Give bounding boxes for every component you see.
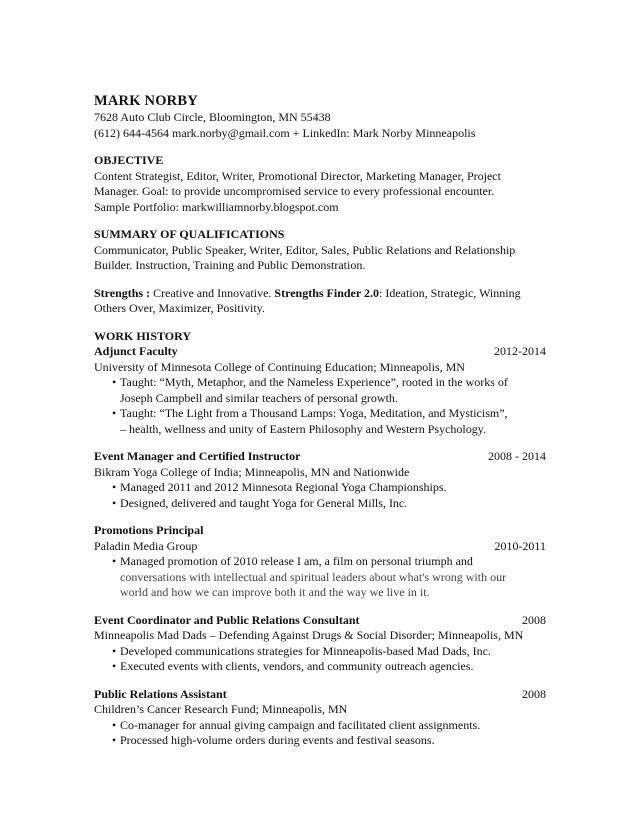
summary-line: Builder. Instruction, Training and Public Demonstration. [94,258,366,272]
objective-line: Content Strategist, Editor, Writer, Promotional Director, Marketing Manager, Project [94,168,501,183]
job-entry [94,523,546,601]
job-bullet [94,406,546,437]
job-bullet [94,718,546,734]
address-line: 7628 Auto Club Circle, Bloomington, MN 55438 [94,110,331,124]
job-bullet [94,375,546,406]
job-organization: Minneapolis Mad Dads – Defending Against Drugs & Social Disorder; Minneapolis, MN [94,628,524,642]
bullet-text: Taught: “Myth, Metaphor, and the Nameless Experience”, rooted in the works of [120,375,508,389]
strengths-label: Strengths : [94,285,151,300]
job-organization: Paladin Media Group [94,538,198,553]
job-dates: 2012-2014 [494,344,546,358]
bullet-icon: • [112,406,117,420]
bullet-text: Managed 2011 and 2012 Minnesota Regional Yoga Championships. [120,480,447,494]
job-bullet [94,733,546,749]
bullet-text: Executed events with clients, vendors, and community outreach agencies. [120,659,474,673]
bullet-icon: • [112,495,117,510]
objective-heading: OBJECTIVE [94,153,164,167]
bullet-icon: • [112,554,117,568]
job-bullet [94,644,546,660]
job-entry [94,687,546,749]
job-dates: 2010-2011 [494,538,546,553]
job-dates: 2008 [522,612,546,627]
job-bullet [94,554,546,601]
job-entry [94,344,546,437]
job-title: Promotions Principal [94,523,204,537]
bullet-icon: • [112,659,117,673]
bullet-text: Managed promotion of 2010 release I am, a film on personal triumph and [120,554,473,568]
strengths-line [94,286,546,302]
bullet-icon: • [112,733,117,747]
bullet-text: Designed, delivered and taught Yoga for General Mills, Inc. [120,495,408,510]
bullet-icon: • [112,375,117,389]
objective-line: Sample Portfolio: markwilliamnorby.blogspot.com [94,199,339,214]
work-history-heading: WORK HISTORY [94,328,192,343]
strengths-line-2: Others Over, Maximizer, Positivity. [94,301,265,315]
bullet-text: Taught: “The Light from a Thousand Lamps: Yoga, Meditation, and Mysticism”, [120,406,508,420]
job-title: Adjunct Faculty [94,344,178,358]
job-dates: 2008 - 2014 [488,449,546,463]
candidate-name: MARK NORBY [94,93,198,109]
objective-line: Manager. Goal: to provide uncompromised service to every professional encounter. [94,184,495,198]
bullet-icon: • [112,480,117,494]
strengths-finder-text: : Ideation, Strategic, Winning [379,285,521,300]
job-organization: Bikram Yoga College of India; Minneapolis, MN and Nationwide [94,464,410,479]
bullet-text: – health, wellness and unity of Eastern Philosophy and Western Psychology. [120,421,486,436]
job-entry [94,613,546,675]
bullet-text: Co-manager for annual giving campaign and facilitated client assignments. [120,717,481,732]
bullet-text: Joseph Campbell and similar teachers of personal growth. [120,390,398,405]
job-bullet [94,496,546,512]
bullet-icon: • [112,643,117,658]
summary-line: Communicator, Public Speaker, Writer, Editor, Sales, Public Relations and Relationship [94,242,516,257]
resume-content [94,92,546,749]
job-bullet [94,659,546,675]
bullet-text: conversations with intellectual and spiritual leaders about what's wrong with our [120,569,507,584]
contact-line: (612) 644-4564 mark.norby@gmail.com + LinkedIn: Mark Norby Minneapolis [94,125,476,140]
bullet-text: Developed communications strategies for Minneapolis-based Mad Dads, Inc. [120,643,491,658]
job-bullet [94,480,546,496]
strengths-finder-label: Strengths Finder 2.0 [274,285,379,300]
job-entry [94,449,546,511]
job-title: Event Manager and Certified Instructor [94,449,301,463]
strengths-text: Creative and Innovative. [150,285,275,300]
job-title: Event Coordinator and Public Relations Consultant [94,612,360,627]
summary-heading: SUMMARY OF QUALIFICATIONS [94,227,285,241]
bullet-text: Processed high-volume orders during events and festival seasons. [120,733,435,747]
job-title: Public Relations Assistant [94,686,227,701]
job-organization: University of Minnesota College of Continuing Education; Minneapolis, MN [94,359,465,374]
bullet-text: world and how we can improve both it and the way we live in it. [120,585,430,599]
bullet-icon: • [112,717,117,732]
job-organization: Children’s Cancer Research Fund; Minneapolis, MN [94,702,348,716]
job-dates: 2008 [522,686,546,701]
